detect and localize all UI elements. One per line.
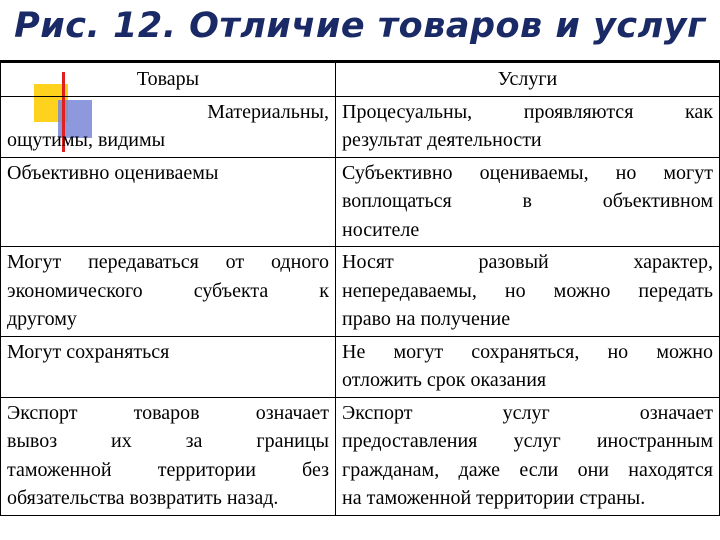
cell-services: [336, 397, 720, 515]
cell-line: Могут сохраняться: [7, 340, 170, 363]
cell-line: право на получение: [342, 308, 511, 330]
cell-goods: [1, 397, 336, 515]
header-goods: Товары: [1, 63, 336, 97]
cell-services: [336, 336, 720, 397]
cell-services: [336, 247, 720, 337]
cell-line: таможенной территории без: [7, 458, 329, 481]
cell-line: другому: [7, 308, 77, 330]
cell-line: результат деятельности: [342, 129, 542, 151]
cell-line: Носят разовый характер,: [342, 251, 713, 273]
slide-title: Рис. 12. Отличие товаров и услуг: [14, 6, 706, 46]
cell-line: на таможенной территории страны.: [342, 487, 646, 509]
cell-line: носителе: [342, 218, 420, 241]
table-row: [1, 336, 720, 397]
cell-line: Не могут сохраняться, но можно: [342, 340, 713, 363]
cell-line: Субъективно оцениваемы, но могут: [342, 161, 713, 184]
cell-line: Процесуальны, проявляются как: [342, 100, 713, 123]
cell-line: Экспорт товаров означает: [7, 401, 329, 424]
cell-goods: [1, 336, 336, 397]
cell-line: Экспорт услуг означает: [342, 401, 713, 424]
table-row: [1, 247, 720, 337]
table-row: [1, 397, 720, 515]
comparison-table: [0, 62, 720, 516]
table-row: [1, 96, 720, 157]
cell-line: обязательства возвратить назад.: [7, 487, 279, 509]
cell-line: вывоз их за границы: [7, 430, 329, 452]
cell-line: Объективно оцениваемы: [7, 161, 219, 184]
cell-line: Могут передаваться от одного: [7, 251, 329, 273]
header-services: Услуги: [336, 63, 720, 97]
cell-line: воплощаться в объективном: [342, 190, 713, 212]
cell-line: экономического субъекта к: [7, 279, 329, 302]
table-header-row: [1, 63, 720, 97]
cell-line: гражданам, даже если они находятся: [342, 458, 713, 481]
cell-line: непередаваемы, но можно передать: [342, 279, 713, 302]
cell-goods: [1, 247, 336, 337]
cell-goods: [1, 96, 336, 157]
cell-line: ощутимы, видимы: [7, 129, 166, 151]
cell-line: Материальны,: [207, 100, 329, 123]
cell-services: [336, 157, 720, 247]
cell-goods: [1, 157, 336, 247]
cell-services: [336, 96, 720, 157]
cell-line: отложить срок оказания: [342, 369, 547, 391]
table-row: [1, 157, 720, 247]
cell-line: предоставления услуг иностранным: [342, 430, 713, 452]
